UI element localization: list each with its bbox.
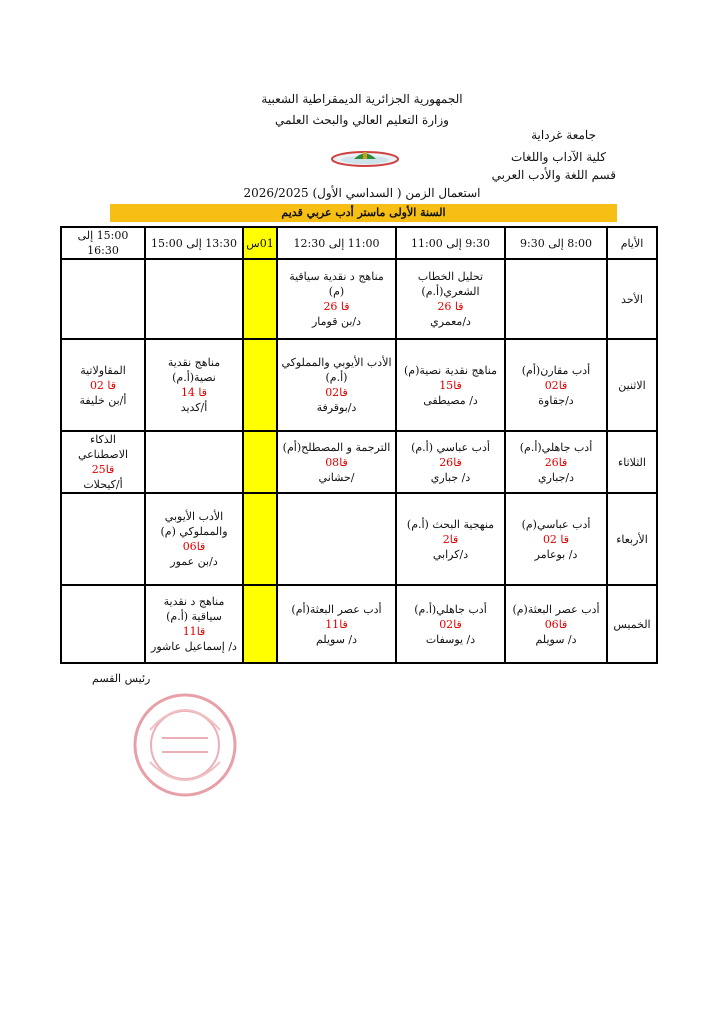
break-cell — [243, 339, 277, 431]
course-cell — [61, 431, 145, 493]
day-cell: الخميس — [607, 585, 657, 663]
room-number: قا 14 — [180, 386, 208, 399]
teacher-name: أ/كديد — [180, 401, 208, 414]
course-cell — [61, 585, 145, 663]
republic-name: الجمهورية الجزائرية الديمقراطية الشعبية — [261, 92, 463, 106]
teacher-name: د/بن قومار — [311, 315, 362, 328]
room-number: قا11 — [325, 617, 348, 631]
department-stamp-icon — [130, 690, 240, 800]
col-slot-2: 9:30 إلى 11:00 — [396, 227, 505, 259]
course-name: الأدب الأيوبي والمملوكي (أ.م) — [281, 356, 392, 384]
room-number: قا26 — [439, 455, 462, 469]
teacher-name: د/معمري — [430, 315, 471, 328]
course-cell — [396, 585, 505, 663]
teacher-name: د/كرابي — [432, 547, 469, 561]
col-slot-1: 8:00 إلى 9:30 — [505, 227, 607, 259]
course-cell — [277, 431, 396, 493]
course-cell — [505, 493, 607, 585]
teacher-name: أ/بن خليفة — [79, 393, 127, 407]
course-cell — [396, 431, 505, 493]
teacher-name: د/بوقرفة — [316, 401, 357, 414]
teacher-name: د/ يوسفات — [425, 632, 476, 646]
course-cell — [396, 259, 505, 339]
course-cell — [505, 339, 607, 431]
room-number: قا26 — [544, 455, 568, 469]
teacher-name: أ/كيحلات — [83, 478, 123, 491]
col-days: الأيام — [607, 227, 657, 259]
course-name: مناهج نقدية نصية(م) — [403, 363, 498, 377]
university-logo-icon — [330, 146, 400, 168]
course-cell — [505, 259, 607, 339]
course-cell — [145, 585, 243, 663]
room-number: قا25 — [91, 463, 115, 476]
program-band: السنة الأولى ماستر أدب عربي قديم — [110, 204, 617, 222]
day-cell: الأربعاء — [607, 493, 657, 585]
course-name: مناهج د نقدية سياقية (أ.م) — [163, 595, 225, 623]
break-cell — [243, 431, 277, 493]
ministry-name: وزارة التعليم العالي والبحث العلمي — [275, 113, 449, 127]
room-number: قا08 — [325, 455, 348, 469]
department-name: قسم اللغة والأدب العربي — [491, 168, 616, 182]
teacher-name: /حشاني — [318, 470, 355, 484]
course-name: الترجمة و المصطلح(أم) — [282, 440, 391, 454]
room-number: قا 02 — [89, 378, 117, 392]
col-slot-5: 15:00 إلى 16:30 — [61, 227, 145, 259]
department-head-label: رئيس القسم — [92, 672, 151, 685]
room-number: قا15 — [439, 378, 462, 392]
course-cell — [61, 259, 145, 339]
room-number: قا02 — [439, 617, 462, 631]
course-cell — [145, 431, 243, 493]
course-name: الذكاء الاصطناعي — [77, 433, 129, 461]
schedule-title: استعمال الزمن ( السداسي الأول) 2026/2025 — [243, 186, 481, 200]
header-row — [61, 227, 657, 259]
col-break: 01س — [243, 227, 277, 259]
col-slot-4: 13:30 إلى 15:00 — [145, 227, 243, 259]
course-cell — [505, 585, 607, 663]
course-cell — [396, 339, 505, 431]
course-name: المقاولاتية — [80, 363, 126, 377]
course-name: تحليل الخطاب الشعري(أ.م) — [417, 270, 484, 298]
faculty-name: كلية الآداب واللغات — [510, 150, 606, 164]
course-cell — [505, 431, 607, 493]
course-cell — [277, 585, 396, 663]
day-cell: الاثنين — [607, 339, 657, 431]
teacher-name: د/بن عمور — [170, 555, 218, 568]
break-cell — [243, 585, 277, 663]
room-number: قا02 — [325, 386, 348, 399]
teacher-name: د/ سويلم — [535, 632, 577, 646]
course-cell — [145, 493, 243, 585]
teacher-name: د/ بوعامر — [534, 547, 578, 561]
teacher-name: د/ جباري — [430, 470, 471, 484]
table-row — [61, 339, 657, 431]
university-name: جامعة غرداية — [531, 128, 596, 142]
course-name: أدب عصر البعثة(م) — [512, 602, 600, 616]
break-cell — [243, 493, 277, 585]
course-name: أدب مقارن(أم) — [521, 363, 591, 377]
course-cell — [277, 259, 396, 339]
teacher-name: د/ سويلم — [315, 632, 358, 646]
course-name: أدب عصر البعثة(أم) — [291, 602, 382, 616]
room-number: قا02 — [544, 378, 568, 392]
room-number: قا 26 — [323, 300, 350, 313]
table-row — [61, 585, 657, 663]
course-cell — [145, 339, 243, 431]
course-name: أدب عباسي(م) — [521, 517, 591, 531]
course-cell — [145, 259, 243, 339]
room-number: قا11 — [182, 625, 206, 638]
table-row — [61, 431, 657, 493]
room-number: قا 26 — [437, 300, 464, 313]
teacher-name: د/ مصيطفى — [423, 393, 478, 407]
day-cell: الأحد — [607, 259, 657, 339]
course-name: أدب جاهلي(أ.م) — [414, 602, 487, 616]
course-name: مناهج د نقدية سياقية (م) — [289, 270, 384, 298]
room-number: قا06 — [182, 540, 206, 553]
table-row — [61, 493, 657, 585]
course-cell — [61, 339, 145, 431]
course-cell — [277, 339, 396, 431]
teacher-name: د/ إسماعيل عاشور — [151, 640, 237, 653]
course-cell — [277, 493, 396, 585]
room-number: قا06 — [544, 617, 568, 631]
course-cell — [396, 493, 505, 585]
course-name: أدب جاهلي(أ.م) — [519, 440, 593, 454]
course-name: مناهج نقدية نصية(أ.م) — [167, 356, 221, 384]
course-name: منهجية البحث (أ.م) — [406, 517, 495, 531]
teacher-name: د/جباري — [538, 470, 574, 484]
teacher-name: د/جقاوة — [538, 393, 574, 407]
course-name: الأدب الأيوبي والمملوكي (م) — [160, 510, 228, 538]
course-name: أدب عباسي (أ.م) — [411, 440, 490, 454]
break-cell — [243, 259, 277, 339]
day-cell: الثلاثاء — [607, 431, 657, 493]
table-row — [61, 259, 657, 339]
col-slot-3: 11:00 إلى 12:30 — [277, 227, 396, 259]
room-number: قا2 — [442, 532, 459, 546]
room-number: قا 02 — [542, 532, 570, 546]
course-cell — [61, 493, 145, 585]
timetable — [60, 226, 658, 664]
